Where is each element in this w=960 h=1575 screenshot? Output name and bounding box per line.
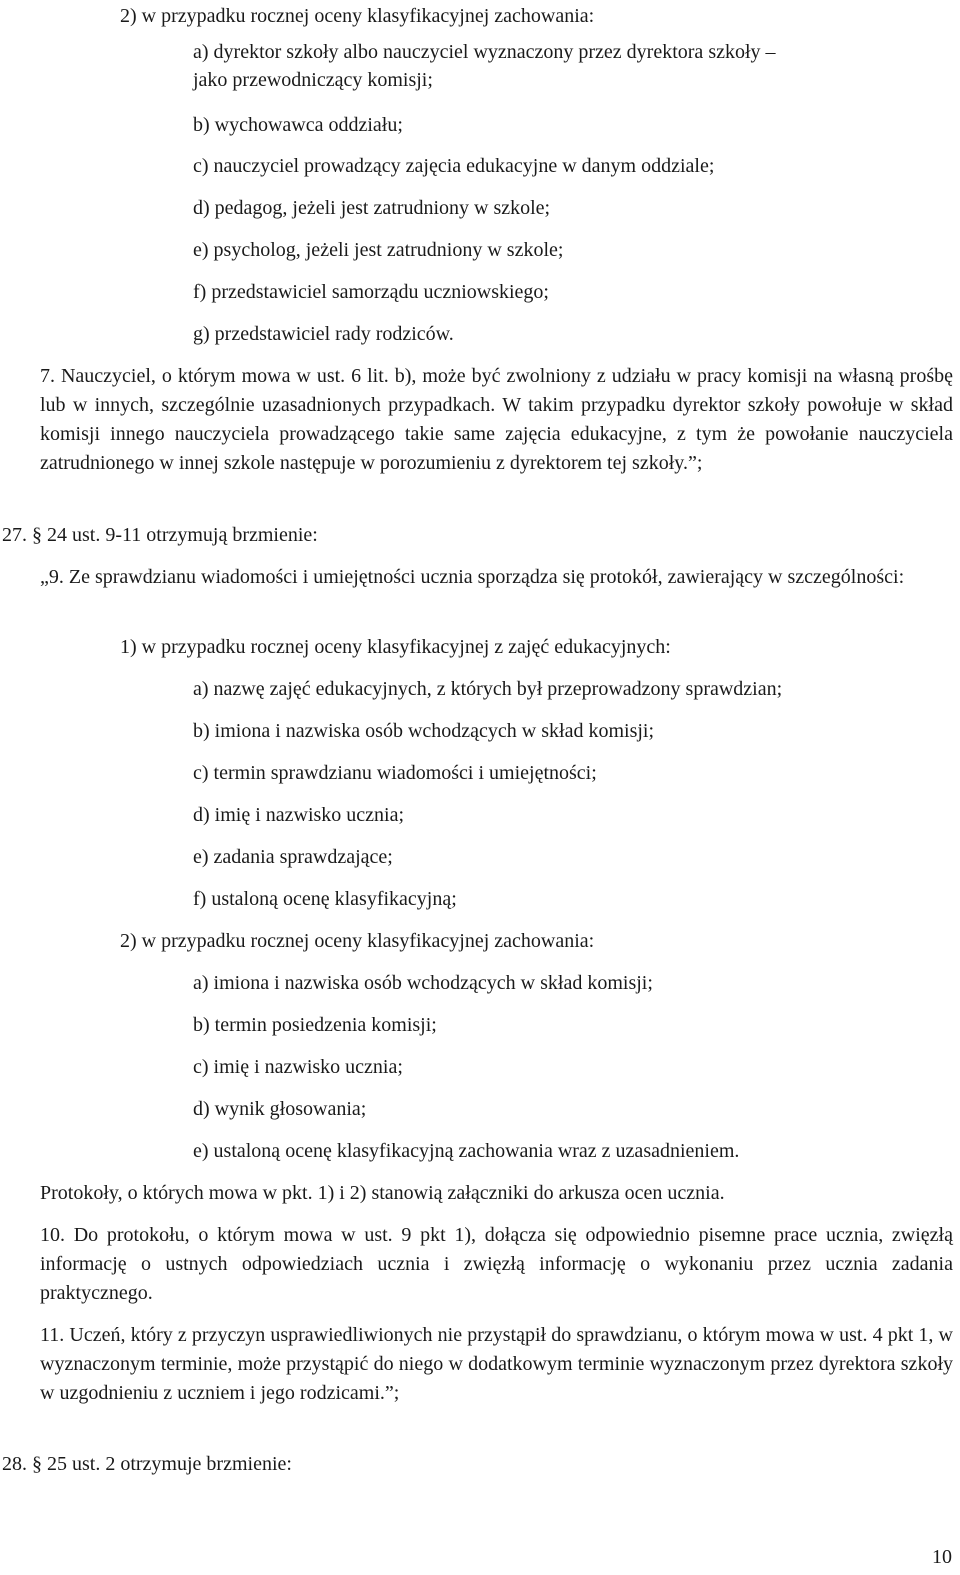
item-d-pedagogue: d) pedagog, jeżeli jest zatrudniony w szkole;: [193, 197, 551, 219]
item-a-principal-cont: jako przewodniczący komisji;: [193, 69, 433, 91]
point-2-behavior-heading-2: 2) w przypadku rocznej oceny klasyfikacyjnej zachowania:: [120, 930, 595, 952]
item-f-grade: f) ustaloną ocenę klasyfikacyjną;: [193, 888, 457, 910]
point-2-behavior-heading: 2) w przypadku rocznej oceny klasyfikacyjnej zachowania:: [120, 5, 595, 27]
item-e-behavior-grade: e) ustaloną ocenę klasyfikacyjną zachowania wraz z uzasadnieniem.: [193, 1140, 740, 1162]
item-a-subject-name: a) nazwę zajęć edukacyjnych, z których był przeprowadzony sprawdzian;: [193, 678, 783, 700]
protocols-note: Protokoły, o których mowa w pkt. 1) i 2) stanowią załączniki do arkusza ocen ucznia.: [40, 1182, 725, 1204]
point-1-subjects-heading: 1) w przypadku rocznej oceny klasyfikacyjnej z zajęć edukacyjnych:: [120, 636, 671, 658]
section-28-heading: 28. § 25 ust. 2 otrzymuje brzmienie:: [2, 1453, 292, 1475]
item-b-meeting-date: b) termin posiedzenia komisji;: [193, 1014, 437, 1036]
paragraph-11: 11. Uczeń, który z przyczyn usprawiedliwionych nie przystąpił do sprawdzianu, o którym mowa w ust. 4 pkt 1, w wyznaczonym terminie, może przystąpić do niego w dodatkowym terminie wyznaczonym przez dyrektora szkoły w uzgodnieniu z uczniem i jego rodzicami.”;: [40, 1324, 953, 1404]
item-d-student-name: d) imię i nazwisko ucznia;: [193, 804, 405, 826]
item-d-vote-result: d) wynik głosowania;: [193, 1098, 367, 1120]
item-e-test-tasks: e) zadania sprawdzające;: [193, 846, 393, 868]
item-e-psychologist: e) psycholog, jeżeli jest zatrudniony w szkole;: [193, 239, 564, 261]
item-a-committee-names-2: a) imiona i nazwiska osób wchodzących w skład komisji;: [193, 972, 653, 994]
item-c-test-date: c) termin sprawdzianu wiadomości i umiejętności;: [193, 762, 597, 784]
item-c-student-name-2: c) imię i nazwisko ucznia;: [193, 1056, 403, 1078]
item-c-teacher: c) nauczyciel prowadzący zajęcia edukacyjne w danym oddziale;: [193, 155, 715, 177]
page-number: 10: [932, 1546, 952, 1568]
item-b-committee-names: b) imiona i nazwiska osób wchodzących w skład komisji;: [193, 720, 655, 742]
item-g-parents-council: g) przedstawiciel rady rodziców.: [193, 323, 454, 345]
paragraph-10: 10. Do protokołu, o którym mowa w ust. 9 pkt 1), dołącza się odpowiednio pisemne prace ucznia, zwięzłą informację o ustnych odpowiedziach ucznia i zwięzłą informację o wykonaniu przez ucznia zadania praktycznego.: [40, 1224, 953, 1304]
paragraph-7: 7. Nauczyciel, o którym mowa w ust. 6 lit. b), może być zwolniony z udziału w pracy komisji na własną prośbę lub w innych, szczególnie uzasadnionych przypadkach. W takim przypadku dyrektor szkoły powołuje w skład komisji innego nauczyciela prowadzącego takie same zajęcia edukacyjne, z tym że powołanie nauczyciela zatrudnionego w innej szkole następuje w porozumieniu z dyrektorem tej szkoły.”;: [40, 365, 953, 474]
item-f-student-council: f) przedstawiciel samorządu uczniowskiego;: [193, 281, 549, 303]
paragraph-9: „9. Ze sprawdzianu wiadomości i umiejętności ucznia sporządza się protokół, zawierający w szczególności:: [40, 566, 905, 588]
item-b-tutor: b) wychowawca oddziału;: [193, 114, 403, 136]
section-27-heading: 27. § 24 ust. 9-11 otrzymują brzmienie:: [2, 524, 318, 546]
item-a-principal: a) dyrektor szkoły albo nauczyciel wyznaczony przez dyrektora szkoły –: [193, 41, 776, 63]
